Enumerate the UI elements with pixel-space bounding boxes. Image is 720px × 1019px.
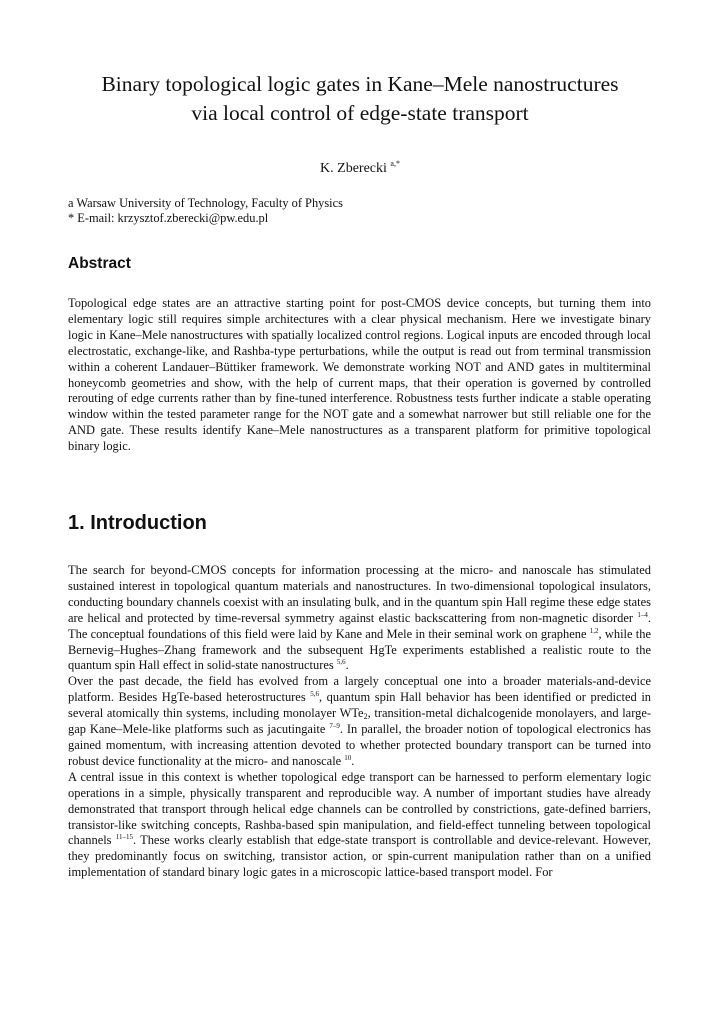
- citation-ref[interactable]: 5,6: [310, 690, 319, 699]
- citation-ref[interactable]: 1,2: [589, 626, 599, 635]
- email[interactable]: * E-mail: krzysztof.zberecki@pw.edu.pl: [68, 211, 269, 225]
- intro-paragraph-2: Over the past decade, the field has evolved from a largely conceptual one into a broader materials-and-device platform. Besides HgTe-based heterostructures $^{5,6}$, quantum spin Hall behavior has been identified or predicted in several atomically thin systems, including monolayer WTe$_2$, transition-metal dichalcogenide monolayers, and large-gap Kane–Mele-like platforms such as jacutingaite $^{7-9}$. In parallel, the broader notion of topological electronics has gained momentum, with increasing attention devoted to whether protected boundary transport can be turned into robust device functionality at the micro- and nanoscale $^{10}$.: [68, 674, 651, 768]
- intro-paragraph-1: The search for beyond-CMOS concepts for information processing at the micro- and nanoscale has stimulated sustained interest in topological quantum materials and nanostructures. In two-dimensional topological insulators, conducting boundary channels coexist with an insulating bulk, and in the quantum spin Hall regime these edge states are helical and protected by time-reversal symmetry against elastic backscattering from non-magnetic disorder $^{1-4}$. The conceptual foundations of this field were laid by Kane and Mele in their seminal work on graphene $^{1,2}$, while the Bernevig–Hughes–Zhang framework and the subsequent HgTe experiments established a realistic route to the quantum spin Hall effect in solid-state nanostructures $^{5,6}$.: [68, 563, 652, 673]
- author-marks: a,*: [390, 159, 400, 168]
- citation-ref[interactable]: 5,6: [336, 658, 346, 667]
- citation-ref[interactable]: 10: [344, 753, 352, 762]
- title-line-2: via local control of edge-state transport: [191, 101, 529, 125]
- abstract-heading: Abstract: [68, 255, 131, 272]
- intro-paragraph-3: A central issue in this context is whether topological edge transport can be harnessed to perform elementary logic operations in a simple, physically transparent and reproducible way. A number of important studies have already demonstrated that transport through helical edge channels can be controlled by constrictions, gate-defined barriers, transistor-like switching concepts, Rashba-based spin manipulation, and field-effect tunneling between topological channels $^{11-15}$. These works clearly establish that edge-state transport is controllable and device-relevant. However, they predominantly focus on switching, transistor action, or spin-current manipulation rather than on a unified implementation of standard binary logic gates in a microscopic lattice-based transport model. For: [68, 769, 651, 880]
- affiliation-block: [68, 196, 658, 226]
- citation-ref[interactable]: 7–9: [329, 722, 340, 731]
- introduction-body: [68, 563, 651, 881]
- affiliation: a Warsaw University of Technology, Faculty of Physics: [68, 196, 343, 210]
- author-name: K. Zberecki: [320, 161, 387, 176]
- introduction-heading: 1. Introduction: [68, 512, 207, 534]
- abstract-body: [68, 296, 651, 455]
- paper-title: [40, 70, 680, 128]
- author-line: [0, 160, 720, 178]
- subscript: 2: [363, 712, 368, 722]
- abstract-paragraph: Topological edge states are an attractive starting point for post-CMOS device concepts, but turning them into elementary logic still requires simple architectures with a clear physical mechanism. Here we investigate binary logic in Kane–Mele nanostructures with spatially localized control regions. Logical inputs are encoded through local electrostatic, exchange-like, and Rashba-type perturbations, while the output is read out from terminal transmission within a coherent Landauer–Büttiker framework. We demonstrate working NOT and AND gates in multiterminal honeycomb geometries and show, with the help of current maps, that their operation is governed by controlled rerouting of edge currents rather than by fine-tuned interference. Robustness tests further indicate a stable operating window within the tested parameter range for the NOT gate and a somewhat narrower but still reliable one for the AND gate. These results identify Kane–Mele nanostructures as a transparent platform for primitive topological binary logic.: [68, 296, 651, 454]
- citation-ref[interactable]: 1–4: [637, 610, 648, 619]
- title-line-1: Binary topological logic gates in Kane–Mele nanostructures: [101, 72, 619, 96]
- citation-ref[interactable]: 11–15: [115, 833, 133, 842]
